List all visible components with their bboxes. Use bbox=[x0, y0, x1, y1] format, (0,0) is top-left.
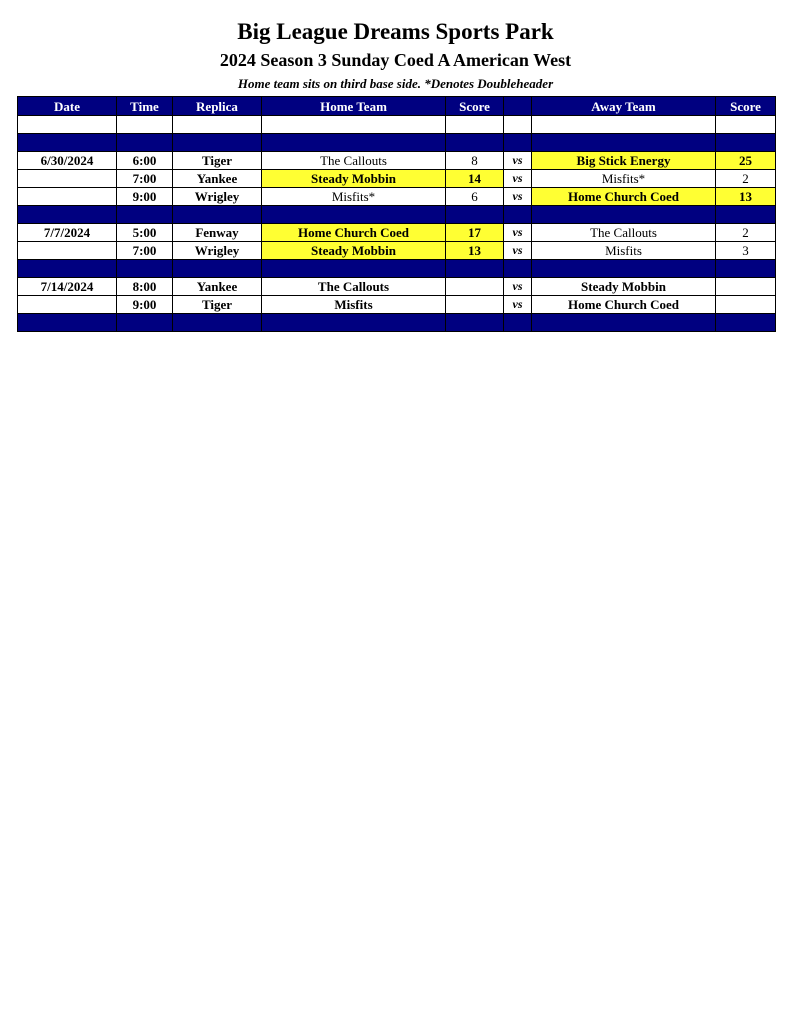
game-replica: Tiger bbox=[173, 296, 262, 314]
away-team: Home Church Coed bbox=[532, 296, 716, 314]
table-header-row bbox=[18, 97, 776, 116]
home-score bbox=[446, 278, 504, 296]
schedule-table bbox=[17, 96, 776, 332]
game-date: 7/14/2024 bbox=[18, 278, 117, 296]
away-score: 25 bbox=[716, 152, 776, 170]
home-score: 6 bbox=[446, 188, 504, 206]
column-header-replica: Replica bbox=[173, 97, 262, 116]
away-score: 2 bbox=[716, 170, 776, 188]
away-team: Misfits* bbox=[532, 170, 716, 188]
vs-label: vs bbox=[504, 224, 532, 242]
table-row bbox=[18, 224, 776, 242]
vs-label: vs bbox=[504, 170, 532, 188]
home-team: Misfits bbox=[262, 296, 446, 314]
home-team: Home Church Coed bbox=[262, 224, 446, 242]
home-team: The Callouts bbox=[262, 152, 446, 170]
game-time: 8:00 bbox=[117, 278, 173, 296]
home-team: Steady Mobbin bbox=[262, 242, 446, 260]
game-date bbox=[18, 242, 117, 260]
game-date bbox=[18, 188, 117, 206]
column-header-time: Time bbox=[117, 97, 173, 116]
column-header-date: Date bbox=[18, 97, 117, 116]
game-replica: Wrigley bbox=[173, 242, 262, 260]
away-score bbox=[716, 296, 776, 314]
game-date bbox=[18, 296, 117, 314]
away-team: Misfits bbox=[532, 242, 716, 260]
vs-label: vs bbox=[504, 296, 532, 314]
game-date: 6/30/2024 bbox=[18, 152, 117, 170]
game-date bbox=[18, 170, 117, 188]
game-time: 9:00 bbox=[117, 296, 173, 314]
away-team: The Callouts bbox=[532, 224, 716, 242]
table-row bbox=[18, 152, 776, 170]
home-score: 13 bbox=[446, 242, 504, 260]
schedule-note: Home team sits on third base side. *Denotes Doubleheader bbox=[237, 76, 554, 91]
away-team: Big Stick Energy bbox=[532, 152, 716, 170]
page-title: Big League Dreams Sports Park bbox=[237, 19, 554, 44]
home-score bbox=[446, 296, 504, 314]
table-row bbox=[18, 242, 776, 260]
game-time: 7:00 bbox=[117, 242, 173, 260]
away-score: 3 bbox=[716, 242, 776, 260]
column-header-vs bbox=[504, 97, 532, 116]
column-header-away-team: Away Team bbox=[532, 97, 716, 116]
game-date: 7/7/2024 bbox=[18, 224, 117, 242]
home-score: 8 bbox=[446, 152, 504, 170]
game-time: 6:00 bbox=[117, 152, 173, 170]
game-replica: Tiger bbox=[173, 152, 262, 170]
vs-label: vs bbox=[504, 188, 532, 206]
away-score: 13 bbox=[716, 188, 776, 206]
game-replica: Yankee bbox=[173, 278, 262, 296]
vs-label: vs bbox=[504, 242, 532, 260]
game-time: 9:00 bbox=[117, 188, 173, 206]
home-score: 17 bbox=[446, 224, 504, 242]
table-row bbox=[18, 188, 776, 206]
separator-row bbox=[18, 134, 776, 152]
game-replica: Yankee bbox=[173, 170, 262, 188]
home-team: The Callouts bbox=[262, 278, 446, 296]
away-team: Home Church Coed bbox=[532, 188, 716, 206]
blank-row bbox=[18, 116, 776, 134]
table-row bbox=[18, 170, 776, 188]
away-score: 2 bbox=[716, 224, 776, 242]
game-replica: Wrigley bbox=[173, 188, 262, 206]
table-row bbox=[18, 296, 776, 314]
separator-row bbox=[18, 314, 776, 332]
column-header-home-team: Home Team bbox=[262, 97, 446, 116]
column-header-home-score: Score bbox=[446, 97, 504, 116]
vs-label: vs bbox=[504, 152, 532, 170]
separator-row bbox=[18, 206, 776, 224]
column-header-away-score: Score bbox=[716, 97, 776, 116]
game-time: 7:00 bbox=[117, 170, 173, 188]
page-subtitle: 2024 Season 3 Sunday Coed A American West bbox=[219, 50, 572, 70]
vs-label: vs bbox=[504, 278, 532, 296]
home-score: 14 bbox=[446, 170, 504, 188]
home-team: Misfits* bbox=[262, 188, 446, 206]
away-team: Steady Mobbin bbox=[532, 278, 716, 296]
separator-row bbox=[18, 260, 776, 278]
home-team: Steady Mobbin bbox=[262, 170, 446, 188]
away-score bbox=[716, 278, 776, 296]
game-time: 5:00 bbox=[117, 224, 173, 242]
game-replica: Fenway bbox=[173, 224, 262, 242]
table-row bbox=[18, 278, 776, 296]
